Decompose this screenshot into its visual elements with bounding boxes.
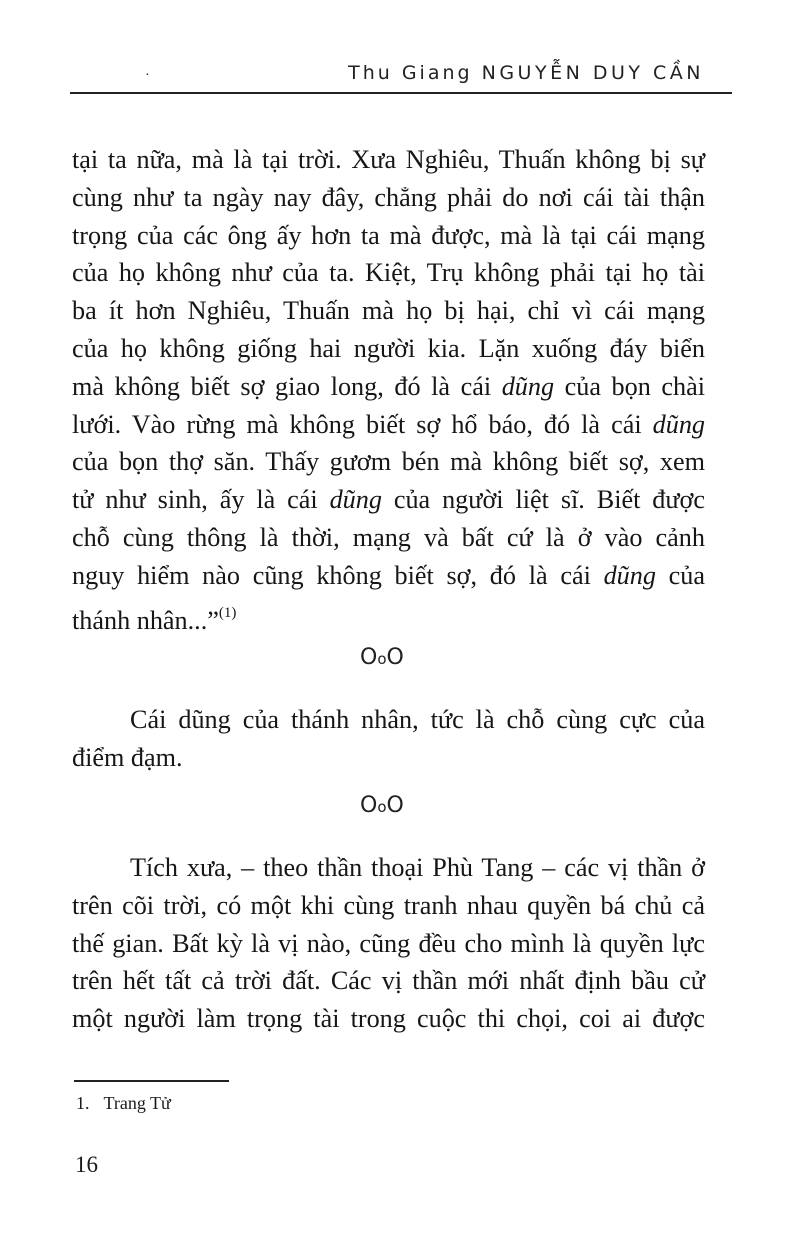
text-line [72, 557, 705, 595]
text-line: cùng như ta ngày nay đây, chẳng phải do nơi cái tài thận [72, 182, 705, 212]
paragraph-3 [72, 849, 705, 1038]
footnote-text: Trang Tử [103, 1093, 171, 1113]
separator-circle: O [360, 645, 378, 670]
footnote-ref: (1) [218, 604, 237, 621]
text-line: ba ít hơn Nghiêu, Thuấn mà họ bị hại, chỉ vì cái mạng [72, 296, 705, 326]
text-line: của họ không giống hai người kia. Lặn xuống đáy biển [72, 333, 705, 363]
emphasis-dung: dũng [501, 371, 555, 401]
text-line [72, 595, 705, 640]
text-line: tại ta nữa, mà là tại trời. Xưa Nghiêu, Thuấn không bị sự [72, 145, 705, 174]
paragraph-1 [72, 141, 705, 639]
text-line [72, 368, 705, 406]
text-line: một người làm trọng tài trong cuộc thi chọi, coi ai được [72, 1004, 705, 1034]
page-number: 16 [75, 1152, 98, 1177]
section-separator [360, 793, 420, 818]
separator-circle-small: o [377, 650, 387, 668]
text-line: trọng của các ông ấy hơn ta mà được, mà là tại cái mạng [72, 220, 705, 250]
text-line: Tích xưa, – theo thần thoại Phù Tang – các vị thần ở [130, 853, 705, 882]
text-segment: tử như sinh, ấy là cái [72, 485, 318, 515]
text-line: chỗ cùng thông là thời, mạng và bất cứ là ở vào cảnh [72, 522, 705, 552]
header-author-last: NGUYỄN DUY CẦN [481, 62, 704, 84]
emphasis-dung: dũng [329, 485, 382, 515]
text-line [72, 481, 705, 519]
text-line: của bọn thợ săn. Thấy gươm bén mà không biết sợ, xem [72, 447, 705, 477]
text-segment: của [668, 560, 705, 590]
emphasis-dung: dũng [652, 409, 705, 439]
footnote-number: 1. [76, 1093, 90, 1113]
text-line: thế gian. Bất kỳ là vị nào, cũng đều cho mình là quyền lực [72, 928, 705, 958]
footnote-divider [74, 1080, 229, 1082]
section-separator [360, 645, 420, 670]
text-segment: lưới. Vào rừng mà không biết sợ hổ báo, đó là cái [72, 409, 642, 439]
text-segment: thánh nhân...” [72, 605, 219, 635]
header-dot: · [145, 68, 150, 83]
text-segment: mà không biết sợ giao long, đó là cái [72, 371, 492, 401]
paragraph-2 [72, 701, 705, 777]
text-line [72, 406, 705, 444]
header-author-first: Thu Giang [348, 62, 473, 84]
text-line: điểm đạm. [72, 742, 183, 772]
text-line: Cái dũng của thánh nhân, tức là chỗ cùng cực của [130, 705, 705, 734]
text-line: trên cõi trời, có một khi cùng tranh nhau quyền bá chủ cả [72, 890, 705, 920]
running-header [70, 58, 732, 94]
text-line: trên hết tất cả trời đất. Các vị thần mới nhất định bầu cử [72, 966, 705, 996]
footnote [76, 1093, 171, 1114]
separator-circle: O [386, 645, 404, 670]
emphasis-dung: dũng [603, 560, 656, 590]
separator-circle: O [360, 793, 378, 818]
text-segment: của bọn chài [564, 371, 706, 401]
text-line: của họ không như của ta. Kiệt, Trụ không phải tại họ tài [72, 258, 705, 288]
separator-circle-small: o [377, 798, 387, 816]
text-segment: của người liệt sĩ. Biết được [393, 485, 706, 515]
text-segment: nguy hiểm nào cũng không biết sợ, đó là cái [72, 560, 591, 590]
separator-circle: O [386, 793, 404, 818]
header-author [348, 62, 704, 84]
